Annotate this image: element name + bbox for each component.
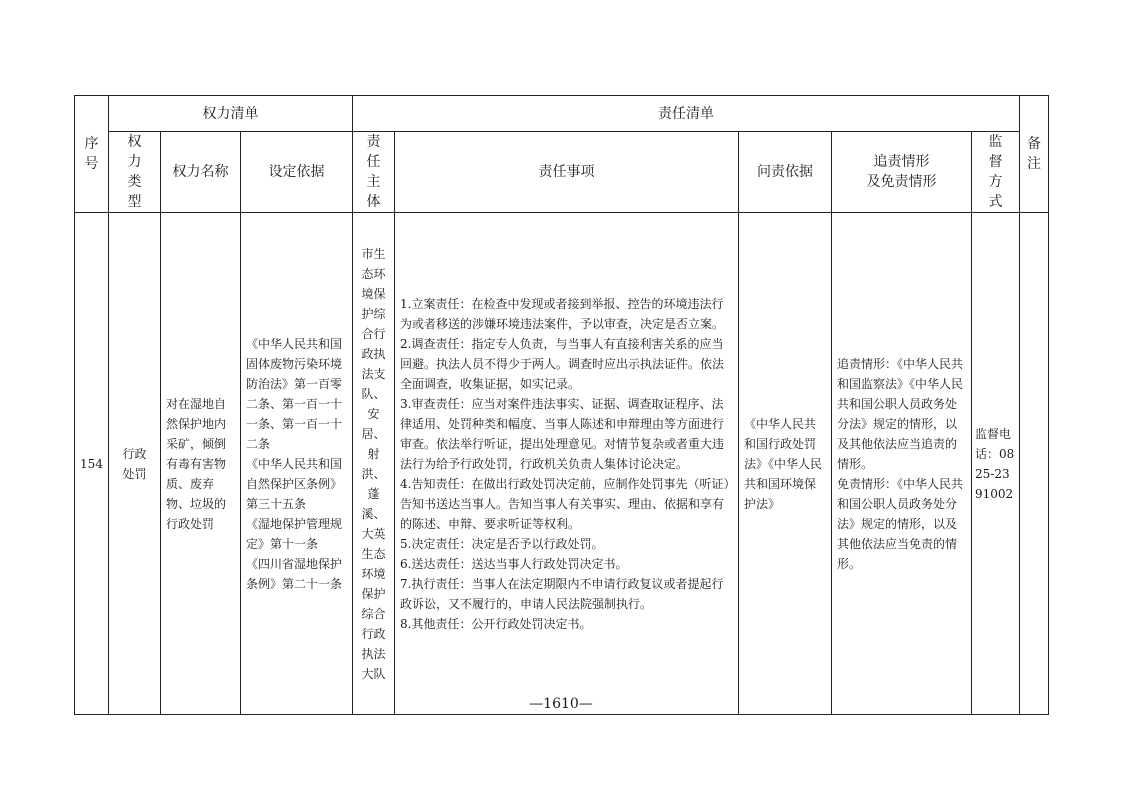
row-seq: 154 bbox=[75, 213, 109, 715]
duty-item: 3.审查责任：应当对案件违法事实、证据、调查取证程序、法律适用、处罚种类和幅度、当事人陈述和申辩理由等方面进行审查。依法举行听证，提出处理意见。对情节复杂或者重大违法行为给予行政处罚，行政机关负责人集体讨论决定。 bbox=[400, 396, 725, 471]
header-power-name: 权力名称 bbox=[161, 132, 241, 213]
duty-item: 7.执行责任：当事人在法定期限内不申请行政复议或者提起行政诉讼，又不履行的，申请人民法院强制执行。 bbox=[400, 576, 724, 611]
header-remarks: 备注 bbox=[1020, 96, 1049, 213]
header-accountability-basis: 问责依据 bbox=[739, 132, 832, 213]
duty-item: 2.调查责任：指定专人负责，与当事人有直接利害关系的应当回避。执法人员不得少于两人。调查时应出示执法证件。依法全面调查，收集证据，如实记录。 bbox=[400, 336, 725, 391]
header-responsibility-list: 责任清单 bbox=[353, 96, 1020, 132]
header-accountability-line1: 追责情形 bbox=[873, 154, 930, 170]
header-duties: 责任事项 bbox=[395, 132, 739, 213]
basis-item: 《四川省湿地保护条例》第二十一条 bbox=[246, 556, 343, 591]
exemption-case: 免责情形：《中华人民共和国公职人员政务处分法》规定的情形，以及其他依法应当免责的情形。 bbox=[837, 476, 964, 571]
row-subject: 市生态环境保护综合行政执法支队、安居、射洪、蓬溪、大英生态环境保护综合行政执法大队 bbox=[353, 213, 395, 715]
row-basis bbox=[241, 213, 353, 715]
row-power-name: 对在湿地自然保护地内采矿，倾倒有毒有害物质、废弃物、垃圾的行政处罚 bbox=[161, 213, 241, 715]
row-duties bbox=[395, 213, 739, 715]
power-responsibility-table bbox=[74, 95, 1049, 715]
row-accountability-cases bbox=[832, 213, 972, 715]
duty-item: 1.立案责任：在检查中发现或者接到举报、控告的环境违法行为或者移送的涉嫌环境违法案件，予以审查，决定是否立案。 bbox=[400, 296, 725, 331]
header-power-list: 权力清单 bbox=[109, 96, 353, 132]
duty-item: 8.其他责任：公开行政处罚决定书。 bbox=[400, 616, 592, 631]
duty-item: 5.决定责任：决定是否予以行政处罚。 bbox=[400, 536, 604, 551]
header-accountability-line2: 及免责情形 bbox=[866, 174, 937, 190]
header-seq: 序号 bbox=[75, 96, 109, 213]
page-number: —1610— bbox=[529, 696, 593, 712]
table-row bbox=[75, 213, 1049, 715]
basis-item: 《中华人民共和国固体废物污染环境防治法》第一百零二条、第一百一十一条、第一百一十二条 bbox=[246, 336, 343, 451]
accountability-case: 追责情形：《中华人民共和国监察法》《中华人民共和国公职人员政务处分法》规定的情形，以及其他依法应当追责的情形。 bbox=[837, 356, 964, 471]
header-subject: 责任主体 bbox=[353, 132, 395, 213]
header-accountability-cases bbox=[832, 132, 972, 213]
row-supervision: 监督电话：0825-2391002 bbox=[972, 213, 1020, 715]
basis-item: 《中华人民共和国自然保护区条例》第三十五条 bbox=[246, 456, 343, 511]
header-power-type: 权力类型 bbox=[109, 132, 161, 213]
row-remarks bbox=[1020, 213, 1049, 715]
header-supervision: 监督方式 bbox=[972, 132, 1020, 213]
duty-item: 6.送达责任：送达当事人行政处罚决定书。 bbox=[400, 556, 628, 571]
row-power-type: 行政处罚 bbox=[109, 213, 161, 715]
basis-item: 《湿地保护管理规定》第十一条 bbox=[246, 516, 343, 551]
duty-item: 4.告知责任：在做出行政处罚决定前，应制作处罚事先（听证）告知书送达当事人。告知当事人有关事实、理由、依据和享有的陈述、申辩、要求听证等权利。 bbox=[400, 476, 730, 531]
row-accountability-basis: 《中华人民共和国行政处罚法》《中华人民共和国环境保护法》 bbox=[739, 213, 832, 715]
header-basis: 设定依据 bbox=[241, 132, 353, 213]
